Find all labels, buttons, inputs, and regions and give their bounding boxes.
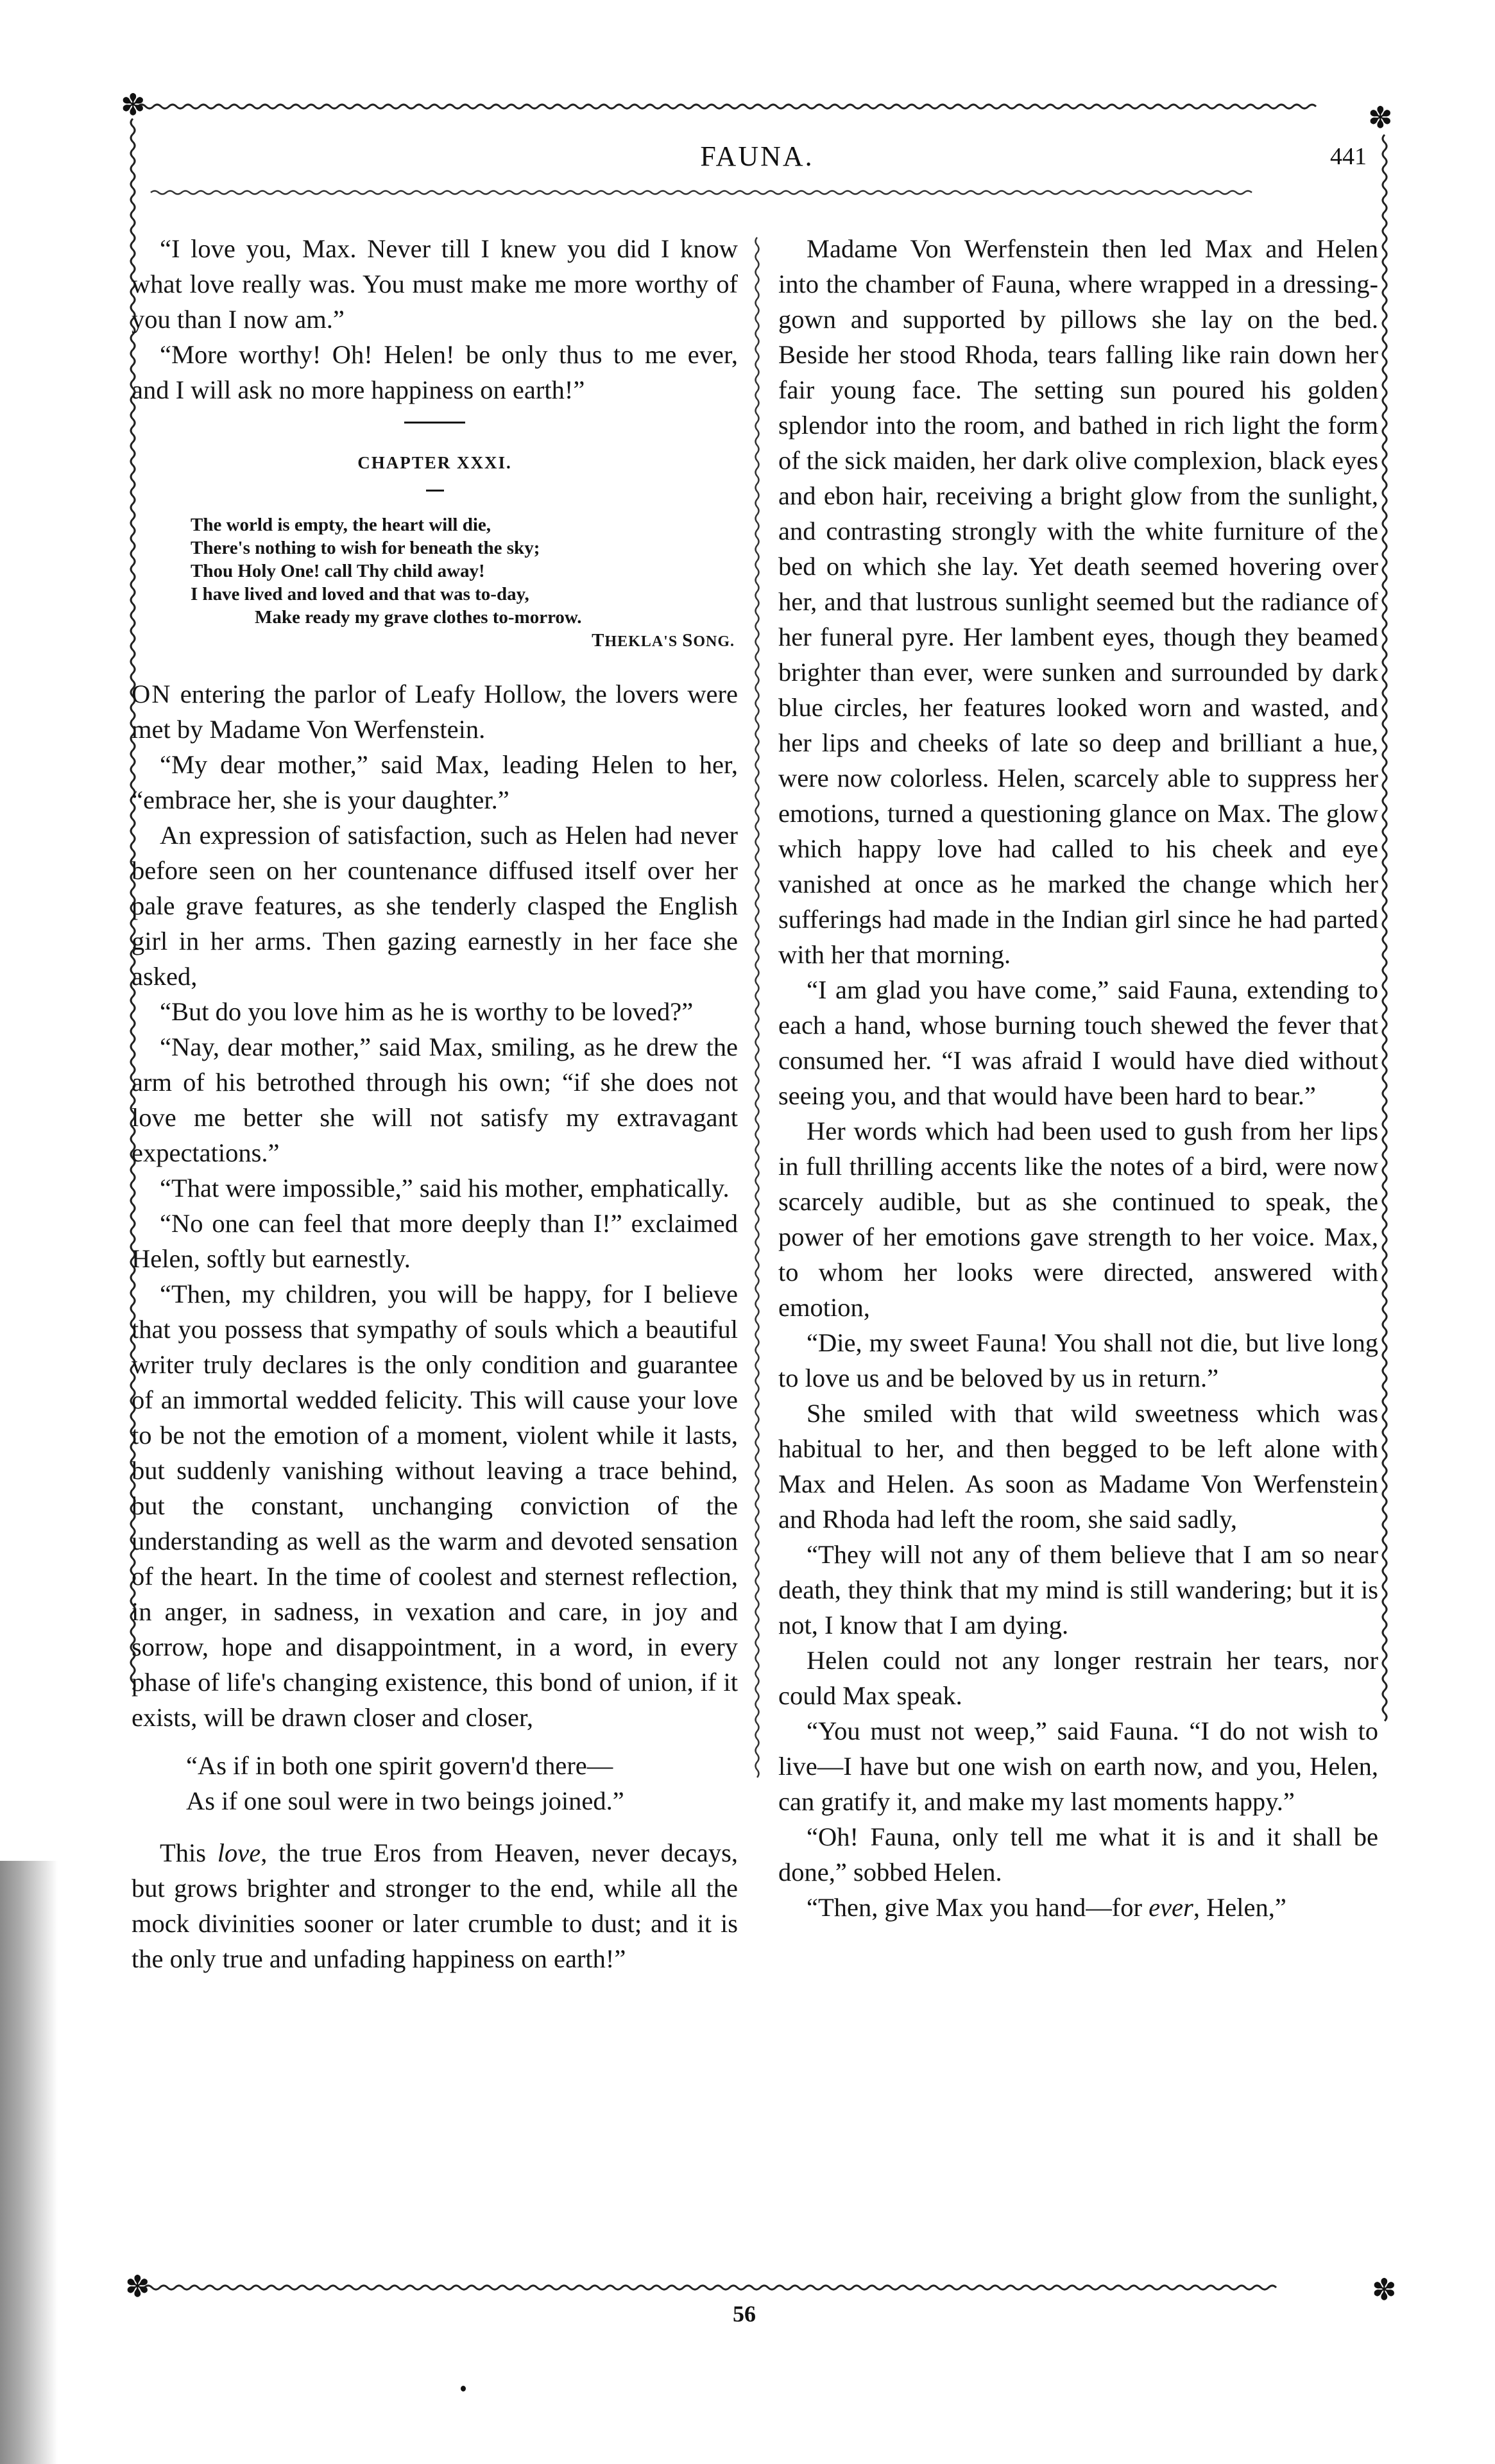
right-column bbox=[778, 231, 1378, 1925]
quote-line: “As if in both one spirit govern'd there— bbox=[186, 1751, 613, 1780]
paragraph: “You must not weep,” said Fauna. “I do not wish to live—I have but one wish on earth now, and you, Helen, can gratify it, and make my last moments happy.” bbox=[778, 1716, 1378, 1816]
epigraph-line: Thou Holy One! call Thy child away! bbox=[191, 561, 485, 581]
signature-mark: 56 bbox=[733, 2301, 756, 2327]
paragraph: “Oh! Fauna, only tell me what it is and it shall be done,” sobbed Helen. bbox=[778, 1822, 1378, 1887]
epigraph-line: There's nothing to wish for beneath the sky; bbox=[191, 538, 540, 558]
paragraph: “But do you love him as he is worthy to be loved?” bbox=[160, 997, 694, 1026]
paragraph: “My dear mother,” said Max, leading Helen to her, “embrace her, she is your daughter.” bbox=[132, 750, 738, 814]
corner-ornament-bottom-left: ✽ bbox=[125, 2269, 150, 2304]
chapter-heading: CHAPTER XXXI. bbox=[357, 453, 512, 472]
paragraph: She smiled with that wild sweetness which was habitual to her, and then begged to be left alone with Max and Helen. As soon as Madame Von Werfenstein and Rhoda had left the room, she said sadly, bbox=[778, 1399, 1378, 1534]
corner-ornament-top-left: ✽ bbox=[121, 87, 146, 122]
paragraph: “Then, give Max you hand—for ever, Helen,” bbox=[807, 1893, 1286, 1922]
paragraph: “No one can feel that more deeply than I!” exclaimed Helen, softly but earnestly. bbox=[132, 1209, 738, 1273]
paragraph: An expression of satisfaction, such as Helen had never before seen on her countenance diffused itself over her pale grave features, as she tenderly clasped the English girl in her arms. Then gazing earnestly in her face she asked, bbox=[132, 821, 738, 991]
corner-ornament-bottom-right: ✽ bbox=[1372, 2272, 1397, 2307]
verse-quote bbox=[132, 1748, 738, 1818]
border-top-wavy bbox=[138, 105, 1316, 108]
column-divider-wavy bbox=[756, 237, 759, 1777]
paragraph: “Die, my sweet Fauna! You shall not die, but live long to love us and be beloved by us in return.” bbox=[778, 1328, 1378, 1392]
section-rule bbox=[404, 422, 465, 424]
header-underline-wavy bbox=[151, 191, 1252, 194]
opening-initial: ON bbox=[132, 680, 172, 708]
paragraph: Madame Von Werfenstein then led Max and Helen into the chamber of Fauna, where wrapped in a dressing-gown and supported by pillows she lay on the bed. Beside her stood Rhoda, tears falling like rain down her fair young face. The setting sun poured his golden splendor into the room, and bathed in rich light the form of the sick maiden, her dark olive complexion, black eyes and ebon hair, receiving a bright glow from the sunlight, and contrasting strongly with the white furniture of the bed on which she lay. Yet death seemed hovering over her, and that lustrous sunlight seemed but the radiance of her funeral pyre. Her lambent eyes, though they beamed brighter than ever, were sunken and surrounded by dark blue circles, her features looked worn and wasted, and her lips and cheeks of late so deep and brilliant a hue, were now colorless. Helen, scarcely able to suppress her emotions, turned a questioning glance on Max. The glow which happy love had called to his cheek and eye vanished at once as he marked the change which her sufferings had made in the Indian girl since he had parted with her that morning. bbox=[778, 234, 1378, 969]
paragraph: “More worthy! Oh! Helen! be only thus to me ever, and I will ask no more happiness on earth!” bbox=[132, 340, 738, 404]
paragraph: “That were impossible,” said his mother, emphatically. bbox=[160, 1174, 730, 1202]
epigraph-line: I have lived and loved and that was to-day, bbox=[191, 584, 529, 604]
quote-line: As if one soul were in two beings joined.” bbox=[186, 1786, 624, 1815]
paragraph: ON entering the parlor of Leafy Hollow, the lovers were met by Madame Von Werfenstein. bbox=[132, 680, 738, 744]
epigraph-line: Make ready my grave clothes to-morrow. bbox=[255, 607, 582, 628]
italic-word: love bbox=[217, 1838, 261, 1867]
paragraph: “I am glad you have come,” said Fauna, extending to each a hand, whose burning touch shewed the fever that consumed her. “I was afraid I would have died without seeing you, and that would have been hard to bear.” bbox=[778, 975, 1378, 1110]
corner-ornament-top-right: ✽ bbox=[1368, 100, 1393, 135]
ink-speck bbox=[461, 2386, 466, 2391]
epigraph-line: The world is empty, the heart will die, bbox=[191, 515, 491, 535]
paragraph: “I love you, Max. Never till I knew you did I know what love really was. You must make me more worthy of you than I now am.” bbox=[132, 234, 738, 334]
epigraph-attribution: THEKLA'S SONG. bbox=[592, 630, 735, 651]
page-number: 441 bbox=[1330, 143, 1367, 170]
italic-word: ever bbox=[1149, 1893, 1193, 1922]
paragraph: “They will not any of them believe that I am so near death, they think that my mind is still wandering; but it is not, I know that I am dying. bbox=[778, 1540, 1378, 1639]
paragraph: This love, the true Eros from Heaven, never decays, but grows brighter and stronger to the end, while all the mock divinities sooner or later crumble to dust; and it is the only true and unfading happiness on earth!” bbox=[132, 1838, 738, 1973]
paragraph: Her words which had been used to gush from her lips in full thrilling accents like the notes of a bird, were now scarcely audible, but as she continued to speak, the power of her emotions gave strength to her voice. Max, to whom her looks were directed, answered with emotion, bbox=[778, 1116, 1378, 1322]
epigraph bbox=[132, 513, 738, 653]
running-title: FAUNA. bbox=[700, 141, 814, 172]
border-right-wavy bbox=[1383, 135, 1387, 1721]
paragraph: Helen could not any longer restrain her tears, nor could Max speak. bbox=[778, 1646, 1378, 1710]
paragraph: “Then, my children, you will be happy, for I believe that you possess that sympathy of souls which a beautiful writer truly declares is the only condition and guarantee of an immortal wedded felicity. This will cause your love to be not the emotion of a moment, violent while it lasts, but suddenly vanishing without leaving a trace behind, but the constant, unchanging conviction of the understanding as well as the warm and devoted sensation of the heart. In the time of coolest and sternest reflection, in anger, in sadness, in vexation and care, in joy and sorrow, hope and disappointment, in a word, in every phase of life's changing existence, this bond of union, if it exists, will be drawn closer and closer, bbox=[132, 1279, 738, 1732]
left-column bbox=[132, 231, 738, 1976]
paragraph: “Nay, dear mother,” said Max, smiling, as he drew the arm of his betrothed through his own; “if she does not love me better she will not satisfy my extravagant expectations.” bbox=[132, 1032, 738, 1167]
heading-rule bbox=[426, 490, 444, 492]
border-bottom-wavy bbox=[144, 2286, 1276, 2289]
